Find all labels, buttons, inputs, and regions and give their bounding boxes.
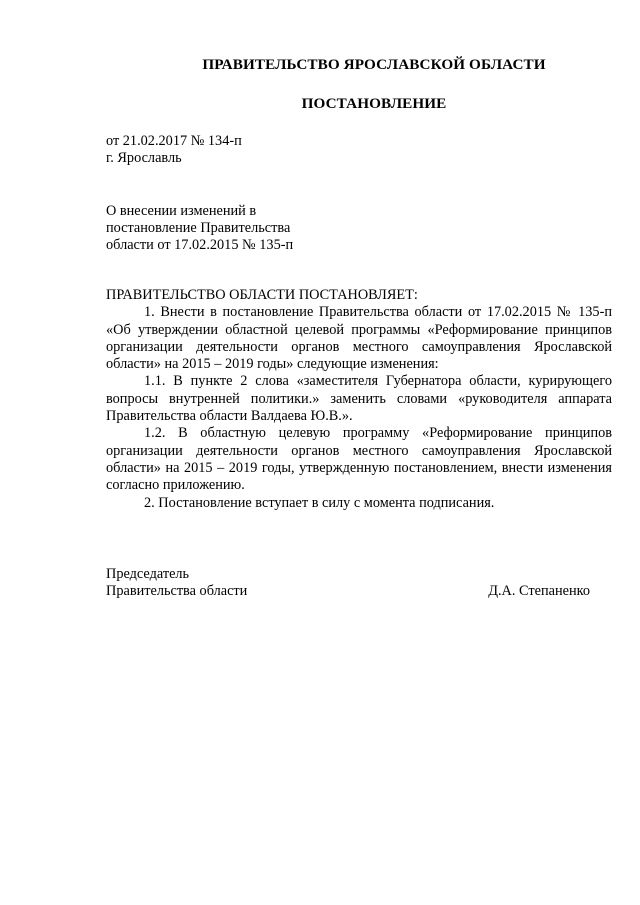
signer-name: Д.А. Степаненко	[488, 583, 590, 599]
signer-title-line-2: Правительства области	[106, 583, 248, 599]
subject-line-1: О внесении изменений в	[106, 203, 257, 219]
signer-title-line-1: Председатель	[106, 566, 190, 582]
subject-line-2: постановление Правительства	[106, 220, 291, 236]
paragraph-1: 1. Внести в постановление Правительства области от 17.02.2015 № 135-п «Об утверждении областной целевой программы «Реформирование принципов организации деятельности органов местного самоуправления Ярославской области» на 2015 – 2019 годы» следующие изменения:	[106, 304, 612, 373]
signature-block	[106, 566, 590, 600]
subject-line-3: области от 17.02.2015 № 135-п	[106, 237, 294, 253]
date-number: от 21.02.2017 № 134-п	[106, 133, 242, 149]
city: г. Ярославль	[106, 150, 182, 166]
document-type-title: ПОСТАНОВЛЕНИЕ	[301, 95, 447, 112]
paragraph-1-1: 1.1. В пункте 2 слова «заместителя Губернатора области, курирующего вопросы внутренней политики.» заменить словами «руководителя аппарата Правительства области Валдаева Ю.В.».	[106, 373, 612, 425]
paragraph-2: 2. Постановление вступает в силу с момента подписания.	[144, 494, 495, 511]
decree-statement: ПРАВИТЕЛЬСТВО ОБЛАСТИ ПОСТАНОВЛЯЕТ:	[106, 287, 418, 303]
organization-title: ПРАВИТЕЛЬСТВО ЯРОСЛАВСКОЙ ОБЛАСТИ	[202, 56, 546, 73]
paragraph-1-2: 1.2. В областную целевую программу «Реформирование принципов организации деятельности органов местного самоуправления Ярославской области» на 2015 – 2019 годы, утвержденную постановлением, внести изменения согласно приложению.	[106, 425, 612, 494]
document-body	[106, 287, 612, 512]
